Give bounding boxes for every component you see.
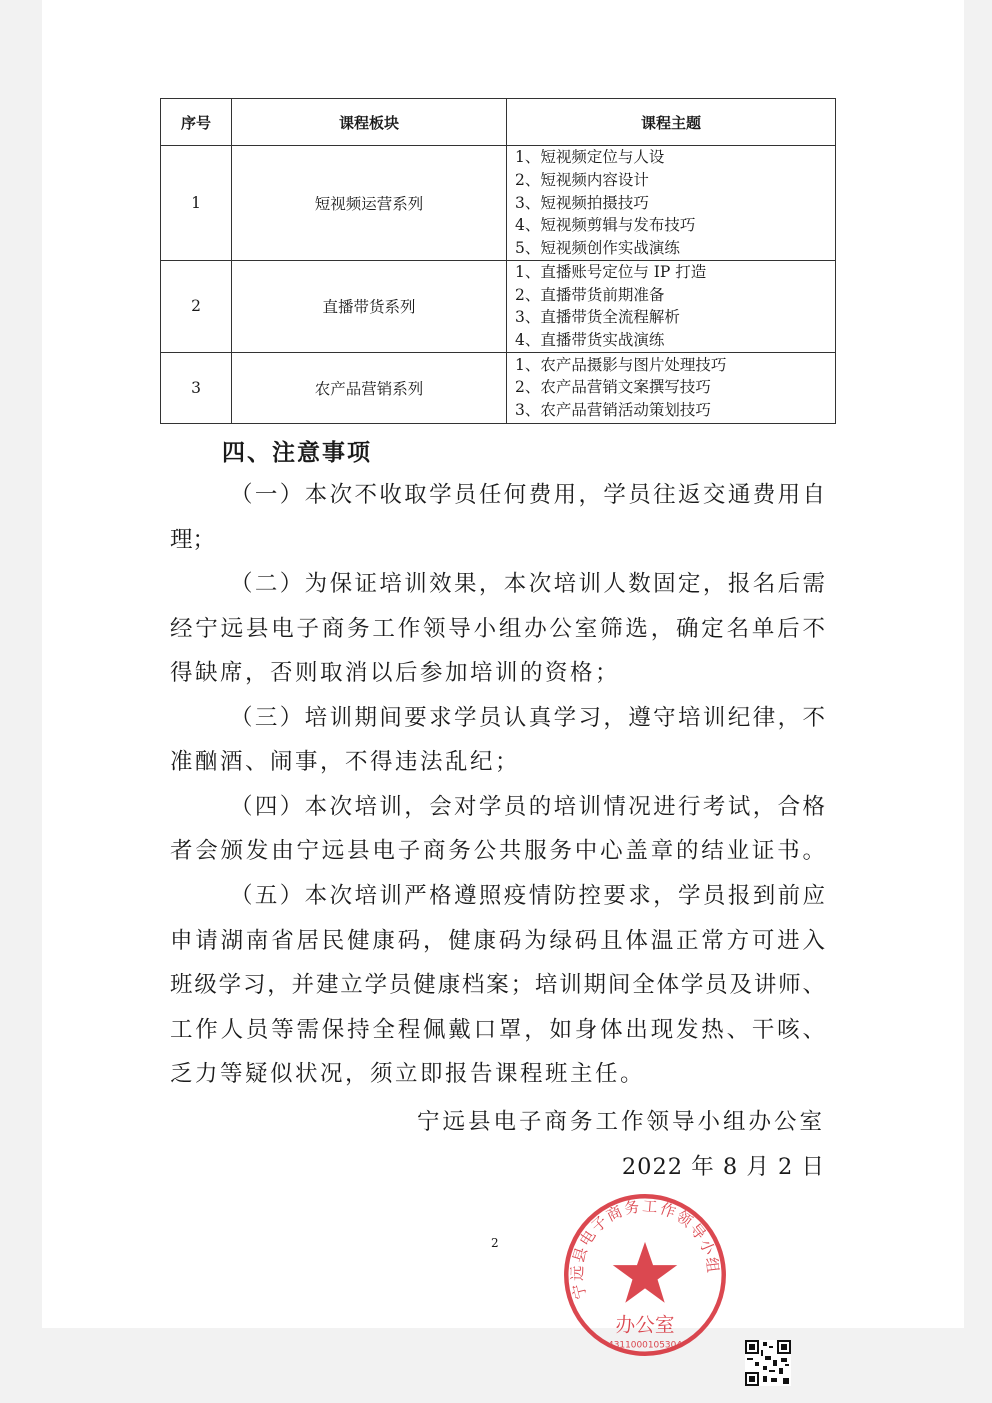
body-line: 准酗酒、闹事，不得违法乱纪； [170, 749, 521, 775]
row-module: 短视频运营系列 [232, 146, 507, 261]
course-table [160, 98, 836, 424]
topic-item: 3、农产品营销活动策划技巧 [515, 401, 711, 420]
topic-item: 5、短视频创作实战演练 [515, 239, 680, 258]
official-seal-stamp [560, 1190, 730, 1360]
header-module: 课程板块 [232, 99, 507, 146]
row-topics [507, 261, 836, 353]
body-line: 者会颁发由宁远县电子商务公共服务中心盖章的结业证书。 [170, 838, 825, 864]
issuer-signature: 宁远县电子商务工作领导小组办公室 [416, 1109, 825, 1135]
qr-code-icon [745, 1340, 791, 1386]
body-line: （一）本次不收取学员任何费用，学员往返交通费用自 [230, 482, 825, 508]
topic-item: 2、短视频内容设计 [515, 170, 649, 189]
row-no: 3 [161, 352, 232, 423]
topic-item: 4、直播带货实战演练 [515, 331, 665, 350]
table-row [161, 352, 836, 423]
row-module: 农产品营销系列 [232, 352, 507, 423]
topic-item: 1、农产品摄影与图片处理技巧 [515, 355, 727, 374]
topic-item: 1、短视频定位与人设 [515, 148, 665, 167]
body-line: 理； [170, 527, 216, 553]
stamp-ring-text: 宁远县电子商务工作领导小组 [568, 1197, 723, 1302]
table-row [161, 146, 836, 261]
topic-item: 2、农产品营销文案撰写技巧 [515, 378, 711, 397]
header-topic: 课程主题 [507, 99, 836, 146]
issue-date: 2022 年 8 月 2 日 [621, 1154, 825, 1180]
stamp-code: 4311000105304 [608, 1340, 682, 1351]
body-line: （五）本次培训严格遵照疫情防控要求，学员报到前应 [230, 883, 825, 909]
body-line: 申请湖南省居民健康码，健康码为绿码且体温正常方可进入 [170, 928, 825, 954]
topic-item: 3、直播带货全流程解析 [515, 308, 680, 327]
row-module: 直播带货系列 [232, 261, 507, 353]
section-heading: 四、注意事项 [222, 440, 372, 466]
row-topics [507, 146, 836, 261]
row-no: 1 [161, 146, 232, 261]
body-line: 得缺席，否则取消以后参加培训的资格； [170, 660, 621, 686]
body-line: （二）为保证培训效果，本次培训人数固定，报名后需 [230, 571, 825, 597]
topic-item: 3、短视频拍摄技巧 [515, 193, 649, 212]
page-number: 2 [491, 1236, 499, 1250]
body-line: 乏力等疑似状况，须立即报告课程班主任。 [170, 1061, 646, 1087]
topic-item: 1、直播账号定位与 IP 打造 [515, 263, 707, 281]
body-line: （四）本次培训，会对学员的培训情况进行考试，合格 [230, 794, 825, 820]
body-line: 经宁远县电子商务工作领导小组办公室筛选，确定名单后不 [170, 616, 825, 642]
topic-item: 4、短视频剪辑与发布技巧 [515, 216, 696, 235]
topic-item: 2、直播带货前期准备 [515, 285, 665, 304]
row-no: 2 [161, 261, 232, 353]
body-line: 工作人员等需保持全程佩戴口罩，如身体出现发热、干咳、 [170, 1017, 825, 1043]
stamp-center-text: 办公室 [615, 1313, 675, 1337]
body-line: （三）培训期间要求学员认真学习，遵守培训纪律，不 [230, 705, 825, 731]
body-line: 班级学习，并建立学员健康档案；培训期间全体学员及讲师、 [170, 972, 825, 998]
header-no: 序号 [161, 99, 232, 146]
table-header-row [161, 99, 836, 146]
table-row [161, 261, 836, 353]
row-topics [507, 352, 836, 423]
